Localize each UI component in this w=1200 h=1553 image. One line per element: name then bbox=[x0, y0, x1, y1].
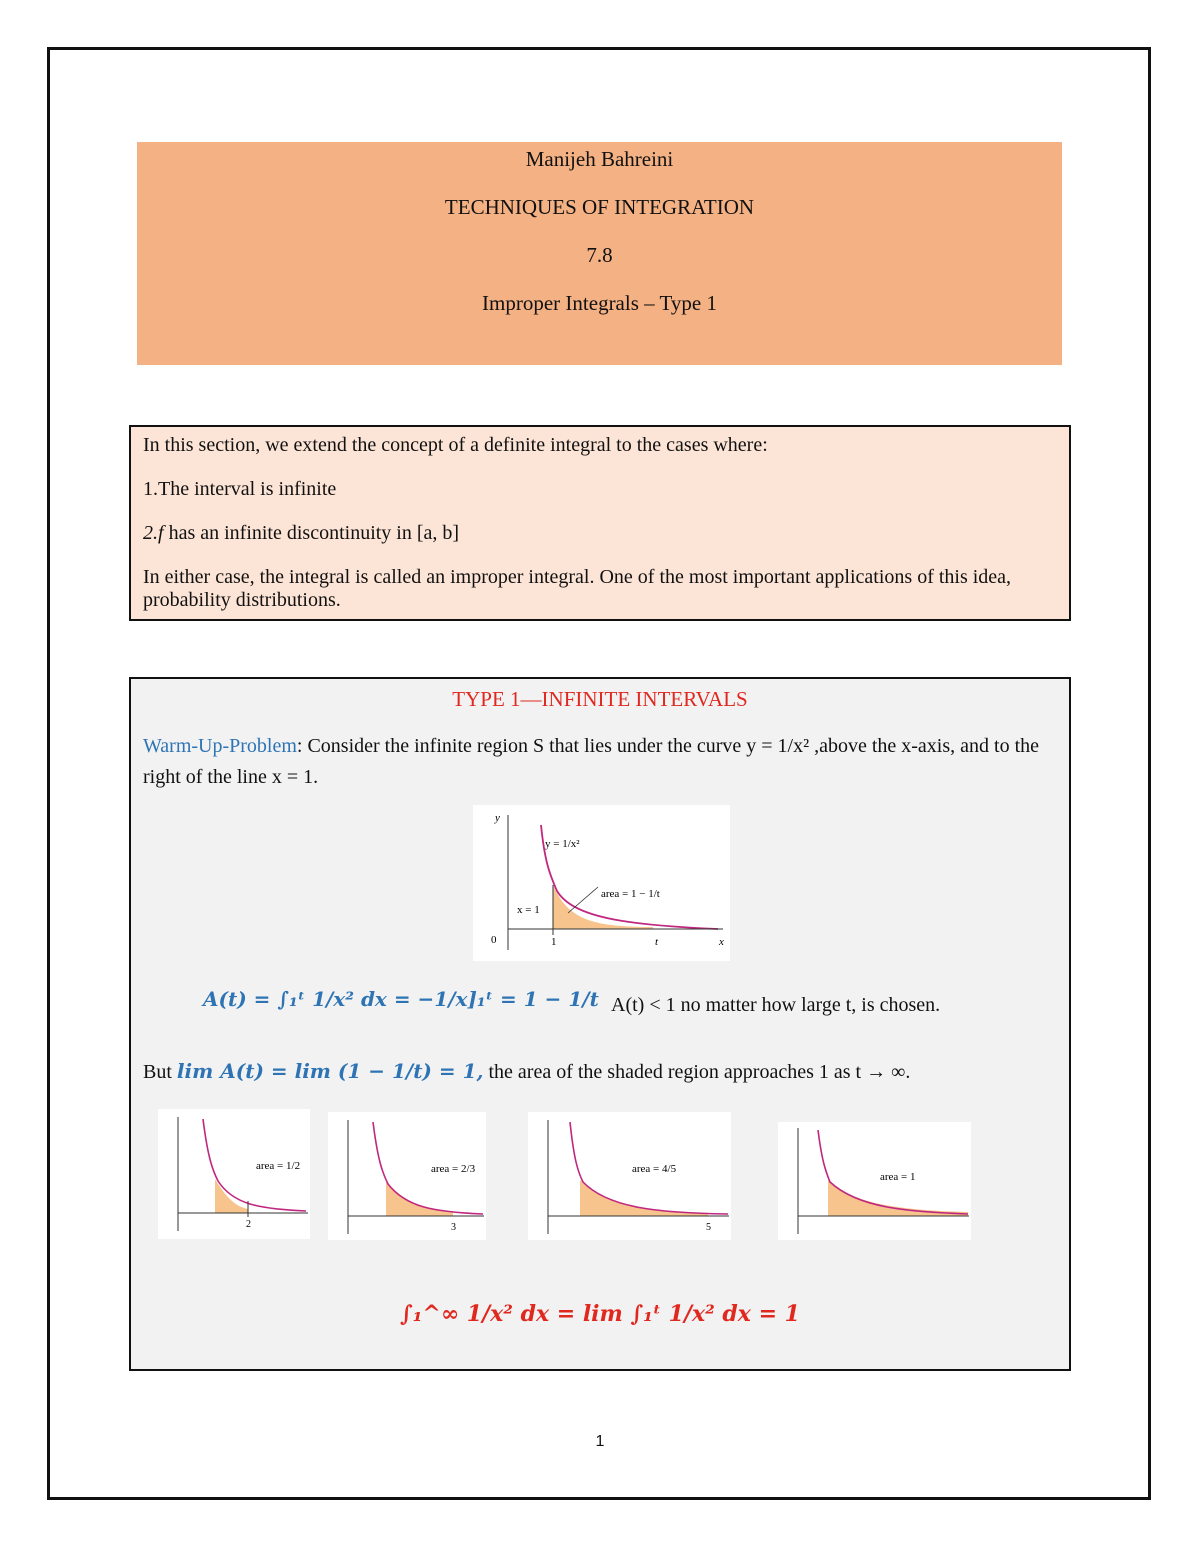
type1-title: TYPE 1—INFINITE INTERVALS bbox=[452, 687, 748, 711]
area-arrow bbox=[568, 887, 598, 913]
shade bbox=[828, 1180, 968, 1216]
chapter-title: TECHNIQUES OF INTEGRATION bbox=[444, 195, 755, 219]
main-figure-plot bbox=[473, 805, 730, 961]
tick-t: t bbox=[655, 936, 659, 948]
small-figure-1 bbox=[158, 1109, 310, 1239]
small-figure-4 bbox=[778, 1122, 971, 1240]
line-label: x = 1 bbox=[517, 904, 540, 916]
area-label: area = 2/3 bbox=[431, 1163, 476, 1175]
t-label: 2 bbox=[246, 1219, 251, 1230]
warmup-label: Warm-Up-Problem bbox=[143, 735, 297, 757]
area-label: area = 1 bbox=[880, 1171, 916, 1183]
limit-line: But lim A(t) = lim (1 − 1/t) = 1, the area of the shaded region approaches 1 as t → ∞. bbox=[143, 1059, 911, 1083]
intro-box bbox=[129, 425, 1071, 621]
limit-expression: lim A(t) = lim (1 − 1/t) = 1, bbox=[176, 1059, 484, 1083]
intro-conclusion: In either case, the integral is called an improper integral. One of the most important applications of this idea, probability distributions. bbox=[143, 566, 1012, 611]
final-equation: ∫₁^∞ 1/x² dx = lim ∫₁ᵗ 1/x² dx = 1 bbox=[400, 1301, 800, 1327]
area-label: area = 4/5 bbox=[632, 1163, 677, 1175]
equation-area: A(t) = ∫₁ᵗ 1/x² dx = −1/x]₁ᵗ = 1 − 1/t bbox=[203, 987, 599, 1011]
small-figure-3 bbox=[528, 1112, 731, 1240]
intro-item-1: 1.The interval is infinite bbox=[143, 478, 337, 500]
intro-line: In this section, we extend the concept of a definite integral to the cases where: bbox=[143, 434, 768, 456]
page-number: 1 bbox=[595, 1433, 605, 1450]
area-label: area = 1 − 1/t bbox=[601, 888, 660, 900]
main-figure bbox=[473, 805, 730, 961]
type1-box bbox=[129, 677, 1071, 1371]
warmup-text: : Consider the infinite region S that lies under the curve y = 1/x² ,above the x-axis, and to the right of the line x = 1. bbox=[143, 735, 1040, 788]
t-label: 5 bbox=[706, 1222, 711, 1233]
y-label: y bbox=[495, 812, 500, 824]
topic-title: Improper Integrals – Type 1 bbox=[482, 291, 717, 315]
shade bbox=[580, 1180, 708, 1216]
section-number: 7.8 bbox=[586, 243, 613, 267]
small-figure-2 bbox=[328, 1112, 486, 1240]
x-label: x bbox=[719, 936, 724, 948]
warmup-problem bbox=[143, 731, 1055, 793]
t-label: 3 bbox=[451, 1222, 456, 1233]
area-label: area = 1/2 bbox=[256, 1160, 301, 1172]
author: Manijeh Bahreini bbox=[525, 147, 674, 171]
header-box bbox=[137, 142, 1062, 365]
tick-1: 1 bbox=[551, 936, 557, 948]
equation-remark: A(t) < 1 no matter how large t, is chosen. bbox=[611, 994, 941, 1016]
limit-text: the area of the shaded region approaches 1 as t → ∞. bbox=[488, 1061, 911, 1083]
origin-label: 0 bbox=[491, 934, 497, 946]
intro-item-2: 2.f has an infinite discontinuity in [a, b] bbox=[143, 522, 460, 544]
curve-label: y = 1/x² bbox=[545, 838, 580, 850]
